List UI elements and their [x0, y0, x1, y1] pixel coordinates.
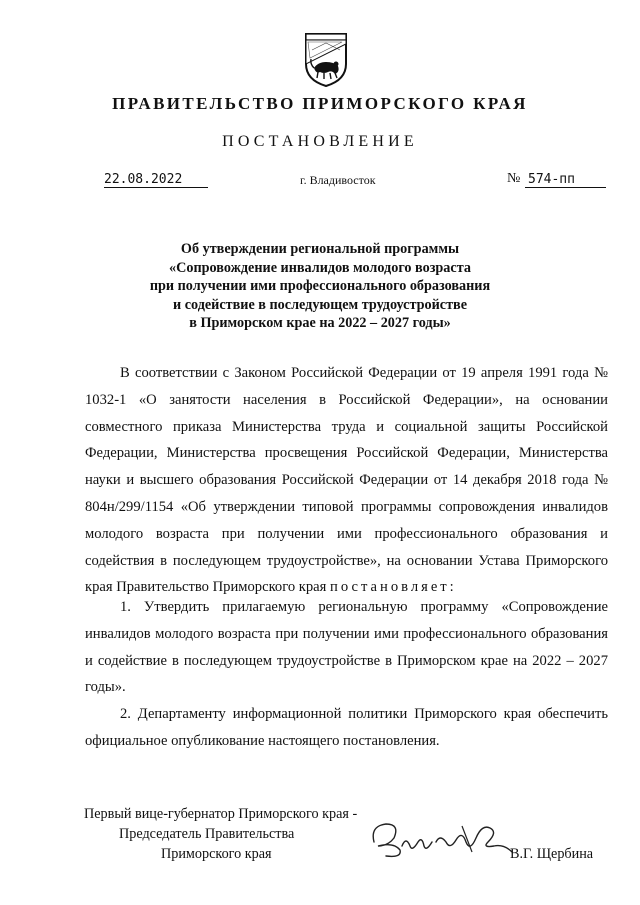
- document-number: 574-пп: [525, 172, 606, 188]
- document-title: [0, 240, 640, 333]
- preamble-text: В соответствии с Законом Российской Федерации от 19 апреля 1991 года № 1032-1 «О занятости населения в Российской Федерации», на основании совместного приказа Министерства труда и социальной защиты Российской Федерации, Министерства просвещения Российской Федерации, Министерства науки и высшего образования Российской Федерации от 14 декабря 2018 года № 804н/299/1154 «Об утверждении типовой программы сопровождения инвалидов молодого возраста при получении ими профессионального образования и содействия в последующем трудоустройстве», на основании Устава Приморского края Правительство Приморского края: [85, 365, 608, 596]
- clause-2-paragraph: 2. Департаменту информационной политики Приморского края обеспечить официальное опубликование настоящего постановления.: [85, 706, 608, 749]
- document-number-label: №: [507, 171, 521, 186]
- preamble-paragraph: [85, 360, 608, 601]
- signatory-position-line-3: Приморского края: [161, 846, 272, 862]
- title-line: Об утверждении региональной программы: [180, 241, 460, 257]
- title-line: в Приморском крае на 2022 – 2027 годы»: [189, 315, 451, 331]
- title-line: при получении ими профессионального образования: [149, 278, 491, 294]
- signatory-position-line-2: Председатель Правительства: [119, 826, 295, 842]
- handwritten-signature: [366, 812, 516, 868]
- title-line: и содействие в последующем трудоустройстве: [173, 296, 467, 313]
- government-title: ПРАВИТЕЛЬСТВО ПРИМОРСКОГО КРАЯ: [112, 94, 528, 113]
- document-date: 22.08.2022: [104, 172, 208, 188]
- primorye-coat-of-arms-icon: [302, 28, 350, 88]
- resolve-word: постановляет:: [330, 579, 457, 596]
- title-line: «Сопровождение инвалидов молодого возраста: [169, 259, 471, 276]
- document-city: г. Владивосток: [300, 173, 376, 187]
- signatory-name: В.Г. Щербина: [510, 846, 594, 862]
- clause-1-paragraph: 1. Утвердить прилагаемую региональную программу «Сопровождение инвалидов молодого возраста при получении ими профессионального образования и содействие в последующем трудоустройстве в Приморском крае на 2022 – 2027 годы».: [85, 599, 608, 696]
- signatory-position-line-1: Первый вице-губернатор Приморского края -: [84, 806, 358, 822]
- document-type: ПОСТАНОВЛЕНИЕ: [222, 133, 418, 150]
